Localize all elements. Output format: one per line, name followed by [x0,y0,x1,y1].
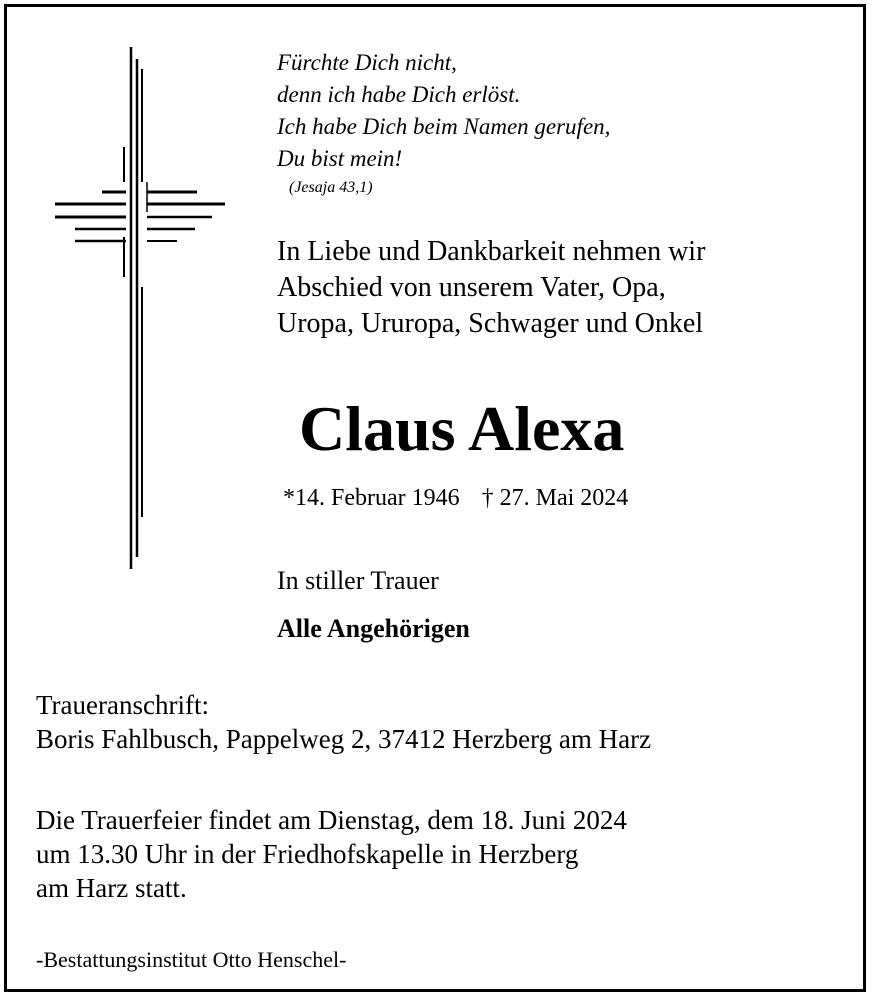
verse-line: denn ich habe Dich erlöst. [277,82,521,107]
service-line: um 13.30 Uhr in der Friedhofskapelle in Herzberg [36,839,579,869]
bible-verse [277,47,610,175]
verse-line: Fürchte Dich nicht, [277,50,457,75]
mourning-text: In stiller Trauer [277,566,439,595]
life-dates [283,485,628,512]
intro-line: In Liebe und Dankbarkeit nehmen wir [277,236,706,267]
obituary-notice [4,4,866,992]
cross-icon [47,47,247,587]
verse-line: Du bist mein! [277,146,403,171]
death-date: † 27. Mai 2024 [481,485,629,511]
service-line: Die Trauerfeier findet am Dienstag, dem 18. Juni 2024 [36,805,627,835]
deceased-name: Claus Alexa [299,393,625,464]
verse-reference: (Jesaja 43,1) [289,179,373,196]
undertaker: -Bestattungsinstitut Otto Henschel- [36,947,347,972]
intro-line: Uropa, Ururopa, Schwager und Onkel [277,308,704,339]
funeral-service-info [36,803,627,905]
mourning-address [36,688,651,756]
service-line: am Harz statt. [36,873,187,903]
verse-line: Ich habe Dich beim Namen gerufen, [277,114,611,139]
mourners: Alle Angehörigen [277,614,470,643]
address-line: Boris Fahlbusch, Pappelweg 2, 37412 Herzberg am Harz [36,724,652,754]
address-label: Traueranschrift: [36,690,209,720]
intro-line: Abschied von unserem Vater, Opa, [277,272,666,303]
intro-text [277,234,705,342]
birth-date: *14. Februar 1946 [283,485,460,511]
